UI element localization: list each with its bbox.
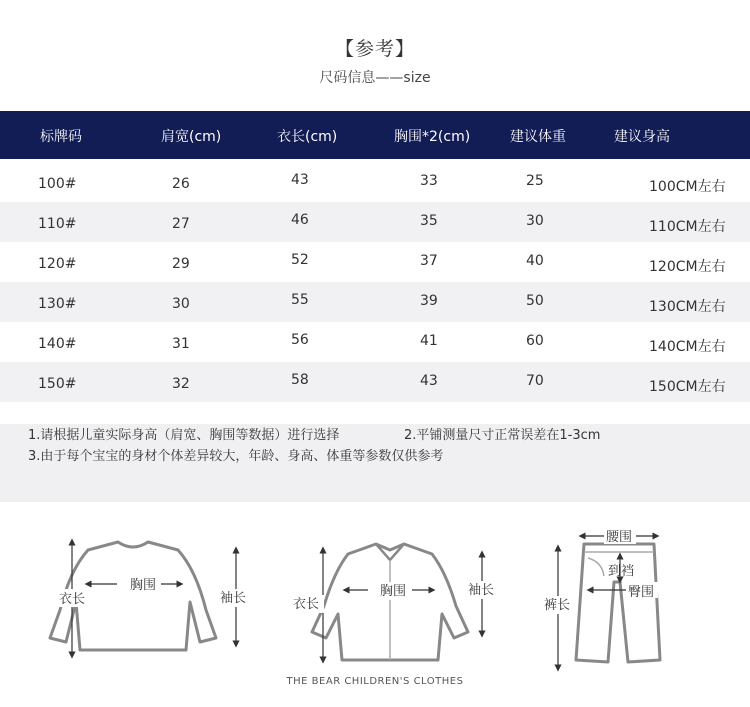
cell-chest: 37 [420, 253, 438, 269]
sweater-sleeve-label: 袖长 [220, 591, 247, 606]
cell-tag: 130# [38, 296, 77, 312]
page-subtitle: 尺码信息——size [319, 70, 431, 86]
cell-shoulder: 31 [172, 336, 190, 352]
cell-height: 120CM左右 [649, 259, 726, 275]
cell-length: 58 [291, 372, 309, 388]
cell-tag: 110# [38, 216, 77, 232]
cell-weight: 60 [526, 333, 544, 349]
table-row [0, 162, 750, 202]
pants-diagram [542, 528, 660, 668]
cell-shoulder: 32 [172, 376, 190, 392]
col-header-weight: 建议体重 [510, 129, 566, 145]
cell-length: 56 [291, 332, 309, 348]
col-header-height: 建议身高 [614, 129, 670, 145]
pants-outline [576, 544, 660, 662]
cell-weight: 25 [526, 173, 544, 189]
cell-shoulder: 27 [172, 216, 190, 232]
col-header-chest: 胸围*2(cm) [394, 129, 471, 145]
shirt-diagram [292, 544, 500, 660]
sweater-length-label: 衣长 [59, 592, 86, 607]
cell-height: 100CM左右 [649, 179, 726, 195]
pants-hip-label: 臀围 [628, 585, 655, 600]
table-row [0, 202, 750, 242]
cell-length: 52 [291, 252, 309, 268]
note-1: 1.请根据儿童实际身高（肩宽、胸围等数据）进行选择 [28, 428, 340, 443]
size-table-header [0, 111, 750, 159]
cell-chest: 43 [420, 373, 438, 389]
shirt-chest-label: 胸围 [380, 584, 407, 599]
notes-panel [0, 402, 750, 502]
cell-tag: 150# [38, 376, 77, 392]
table-row [0, 282, 750, 322]
shirt-length-label: 衣长 [293, 597, 320, 612]
cell-chest: 39 [420, 293, 438, 309]
shirt-sleeve-label: 袖长 [468, 583, 495, 598]
cell-length: 43 [291, 172, 309, 188]
cell-tag: 100# [38, 176, 77, 192]
cell-height: 130CM左右 [649, 299, 726, 315]
sweater-diagram [50, 542, 252, 655]
cell-shoulder: 30 [172, 296, 190, 312]
cell-tag: 120# [38, 256, 77, 272]
table-row [0, 362, 750, 402]
table-row [0, 242, 750, 282]
cell-tag: 140# [38, 336, 77, 352]
cell-length: 46 [291, 212, 309, 228]
col-header-tag: 标牌码 [40, 129, 82, 145]
cell-shoulder: 29 [172, 256, 190, 272]
cell-chest: 41 [420, 333, 438, 349]
note-3: 3.由于每个宝宝的身材个体差异较大，年龄、身高、体重等参数仅供参考 [28, 449, 444, 464]
cell-height: 110CM左右 [649, 219, 726, 235]
cell-weight: 30 [526, 213, 544, 229]
note-2: 2.平铺测量尺寸正常误差在1-3cm [404, 428, 601, 443]
brand-caption: THE BEAR CHILDREN'S CLOTHES [286, 676, 464, 687]
cell-weight: 50 [526, 293, 544, 309]
cell-height: 140CM左右 [649, 339, 726, 355]
page-title: 【参考】 [334, 38, 415, 60]
col-header-shoulder: 肩宽(cm) [161, 129, 222, 145]
cell-height: 150CM左右 [649, 379, 726, 395]
cell-chest: 35 [420, 213, 438, 229]
col-header-length: 衣长(cm) [277, 129, 338, 145]
pants-rise-label: 到裆 [608, 564, 635, 579]
table-row [0, 322, 750, 362]
pants-length-label: 裤长 [544, 598, 571, 613]
pants-waist-label: 腰围 [606, 530, 633, 545]
cell-weight: 40 [526, 253, 544, 269]
cell-length: 55 [291, 292, 309, 308]
sweater-chest-label: 胸围 [130, 578, 157, 593]
cell-weight: 70 [526, 373, 544, 389]
cell-shoulder: 26 [172, 176, 190, 192]
cell-chest: 33 [420, 173, 438, 189]
